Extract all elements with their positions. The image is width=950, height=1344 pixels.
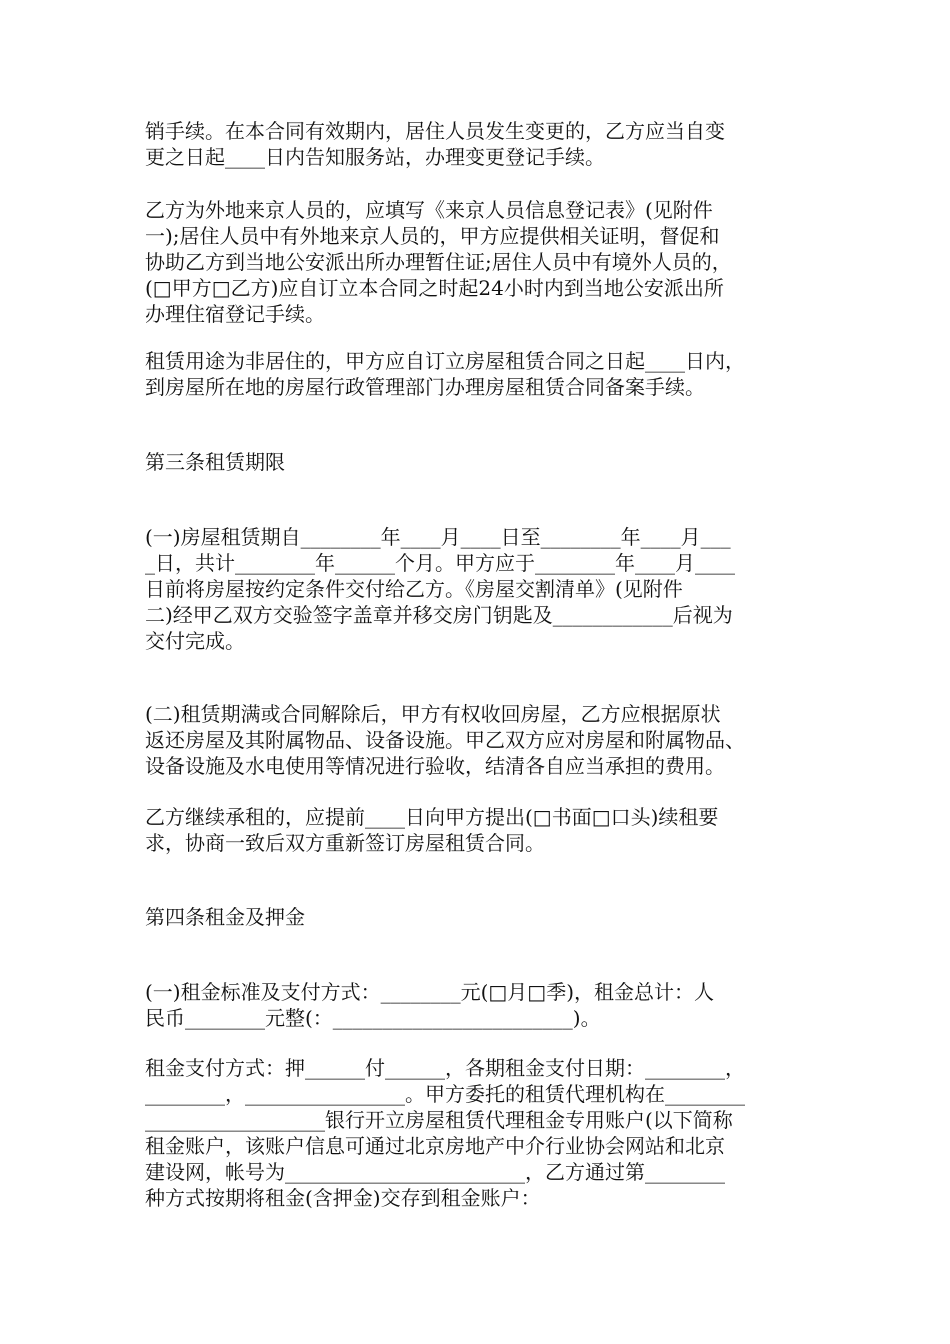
text-line: (一)租金标准及支付方式：________元(□月□季)，租金总计：人: [145, 980, 715, 1004]
paragraph-non-local-residents: [145, 197, 810, 327]
text-line: 日前将房屋按约定条件交付给乙方。《房屋交割清单》(见附件: [145, 577, 683, 601]
paragraph-rent-standard: [145, 979, 810, 1031]
text-line: 二)经甲乙双方交验签字盖章并移交房门钥匙及____________后视为: [145, 603, 733, 627]
text-line: (一)房屋租赁期自________年____月____日至________年____月___: [145, 525, 731, 549]
paragraph-lease-renewal: [145, 804, 810, 856]
section-heading-article-3: [145, 449, 810, 475]
text-line: 建设网，帐号为________________________，乙方通过第________: [145, 1160, 725, 1184]
text-line: 销手续。在本合同有效期内，居住人员发生变更的，乙方应当自变: [145, 119, 725, 143]
section-heading-article-4: [145, 904, 810, 930]
paragraph-non-residential-use: [145, 348, 810, 400]
text-line: ________，________________。甲方委托的租赁代理机构在________: [145, 1082, 745, 1106]
paragraph-lease-expiry: [145, 701, 810, 779]
text-line: 乙方继续承租的，应提前____日向甲方提出(□书面□口头)续租要: [145, 805, 719, 829]
text-line: 乙方为外地来京人员的，应填写《来京人员信息登记表》(见附件: [145, 198, 713, 222]
text-line: 交付完成。: [145, 629, 245, 653]
text-line: 一);居住人员中有外地来京人员的，甲方应提供相关证明，督促和: [145, 224, 720, 248]
text-line: 求，协商一致后双方重新签订房屋租赁合同。: [145, 831, 545, 855]
text-line: (□甲方□乙方)应自订立本合同之时起24小时内到当地公安派出所: [145, 276, 724, 300]
paragraph-lease-term: [145, 524, 810, 654]
text-line: __________________银行开立房屋租赁代理租金专用账户(以下简称: [145, 1108, 733, 1132]
paragraph-residence-change: [145, 118, 810, 170]
text-line: 返还房屋及其附属物品、设备设施。甲乙双方应对房屋和附属物品、: [145, 728, 745, 752]
text-line: 租赁用途为非居住的，甲方应自订立房屋租赁合同之日起____日内，: [145, 349, 745, 373]
text-line: 种方式按期将租金(含押金)交存到租金账户：: [145, 1186, 541, 1210]
paragraph-rent-payment: [145, 1055, 810, 1211]
text-line: 设备设施及水电使用等情况进行验收，结清各自应当承担的费用。: [145, 754, 725, 778]
text-line: 协助乙方到当地公安派出所办理暂住证;居住人员中有境外人员的，: [145, 250, 732, 274]
section-heading: 第四条租金及押金: [145, 905, 305, 929]
text-line: 租金支付方式：押______付______，各期租金支付日期：________，: [145, 1056, 745, 1080]
text-line: 租金账户，该账户信息可通过北京房地产中介行业协会网站和北京: [145, 1134, 725, 1158]
text-line: _日，共计________年______个月。甲方应于________年____月____: [145, 551, 735, 575]
text-line: 民币________元整(：________________________)。: [145, 1006, 601, 1030]
text-line: 到房屋所在地的房屋行政管理部门办理房屋租赁合同备案手续。: [145, 375, 705, 399]
text-line: 办理住宿登记手续。: [145, 302, 325, 326]
text-line: (二)租赁期满或合同解除后，甲方有权收回房屋，乙方应根据原状: [145, 702, 721, 726]
text-line: 更之日起____日内告知服务站，办理变更登记手续。: [145, 145, 605, 169]
section-heading: 第三条租赁期限: [145, 450, 285, 474]
